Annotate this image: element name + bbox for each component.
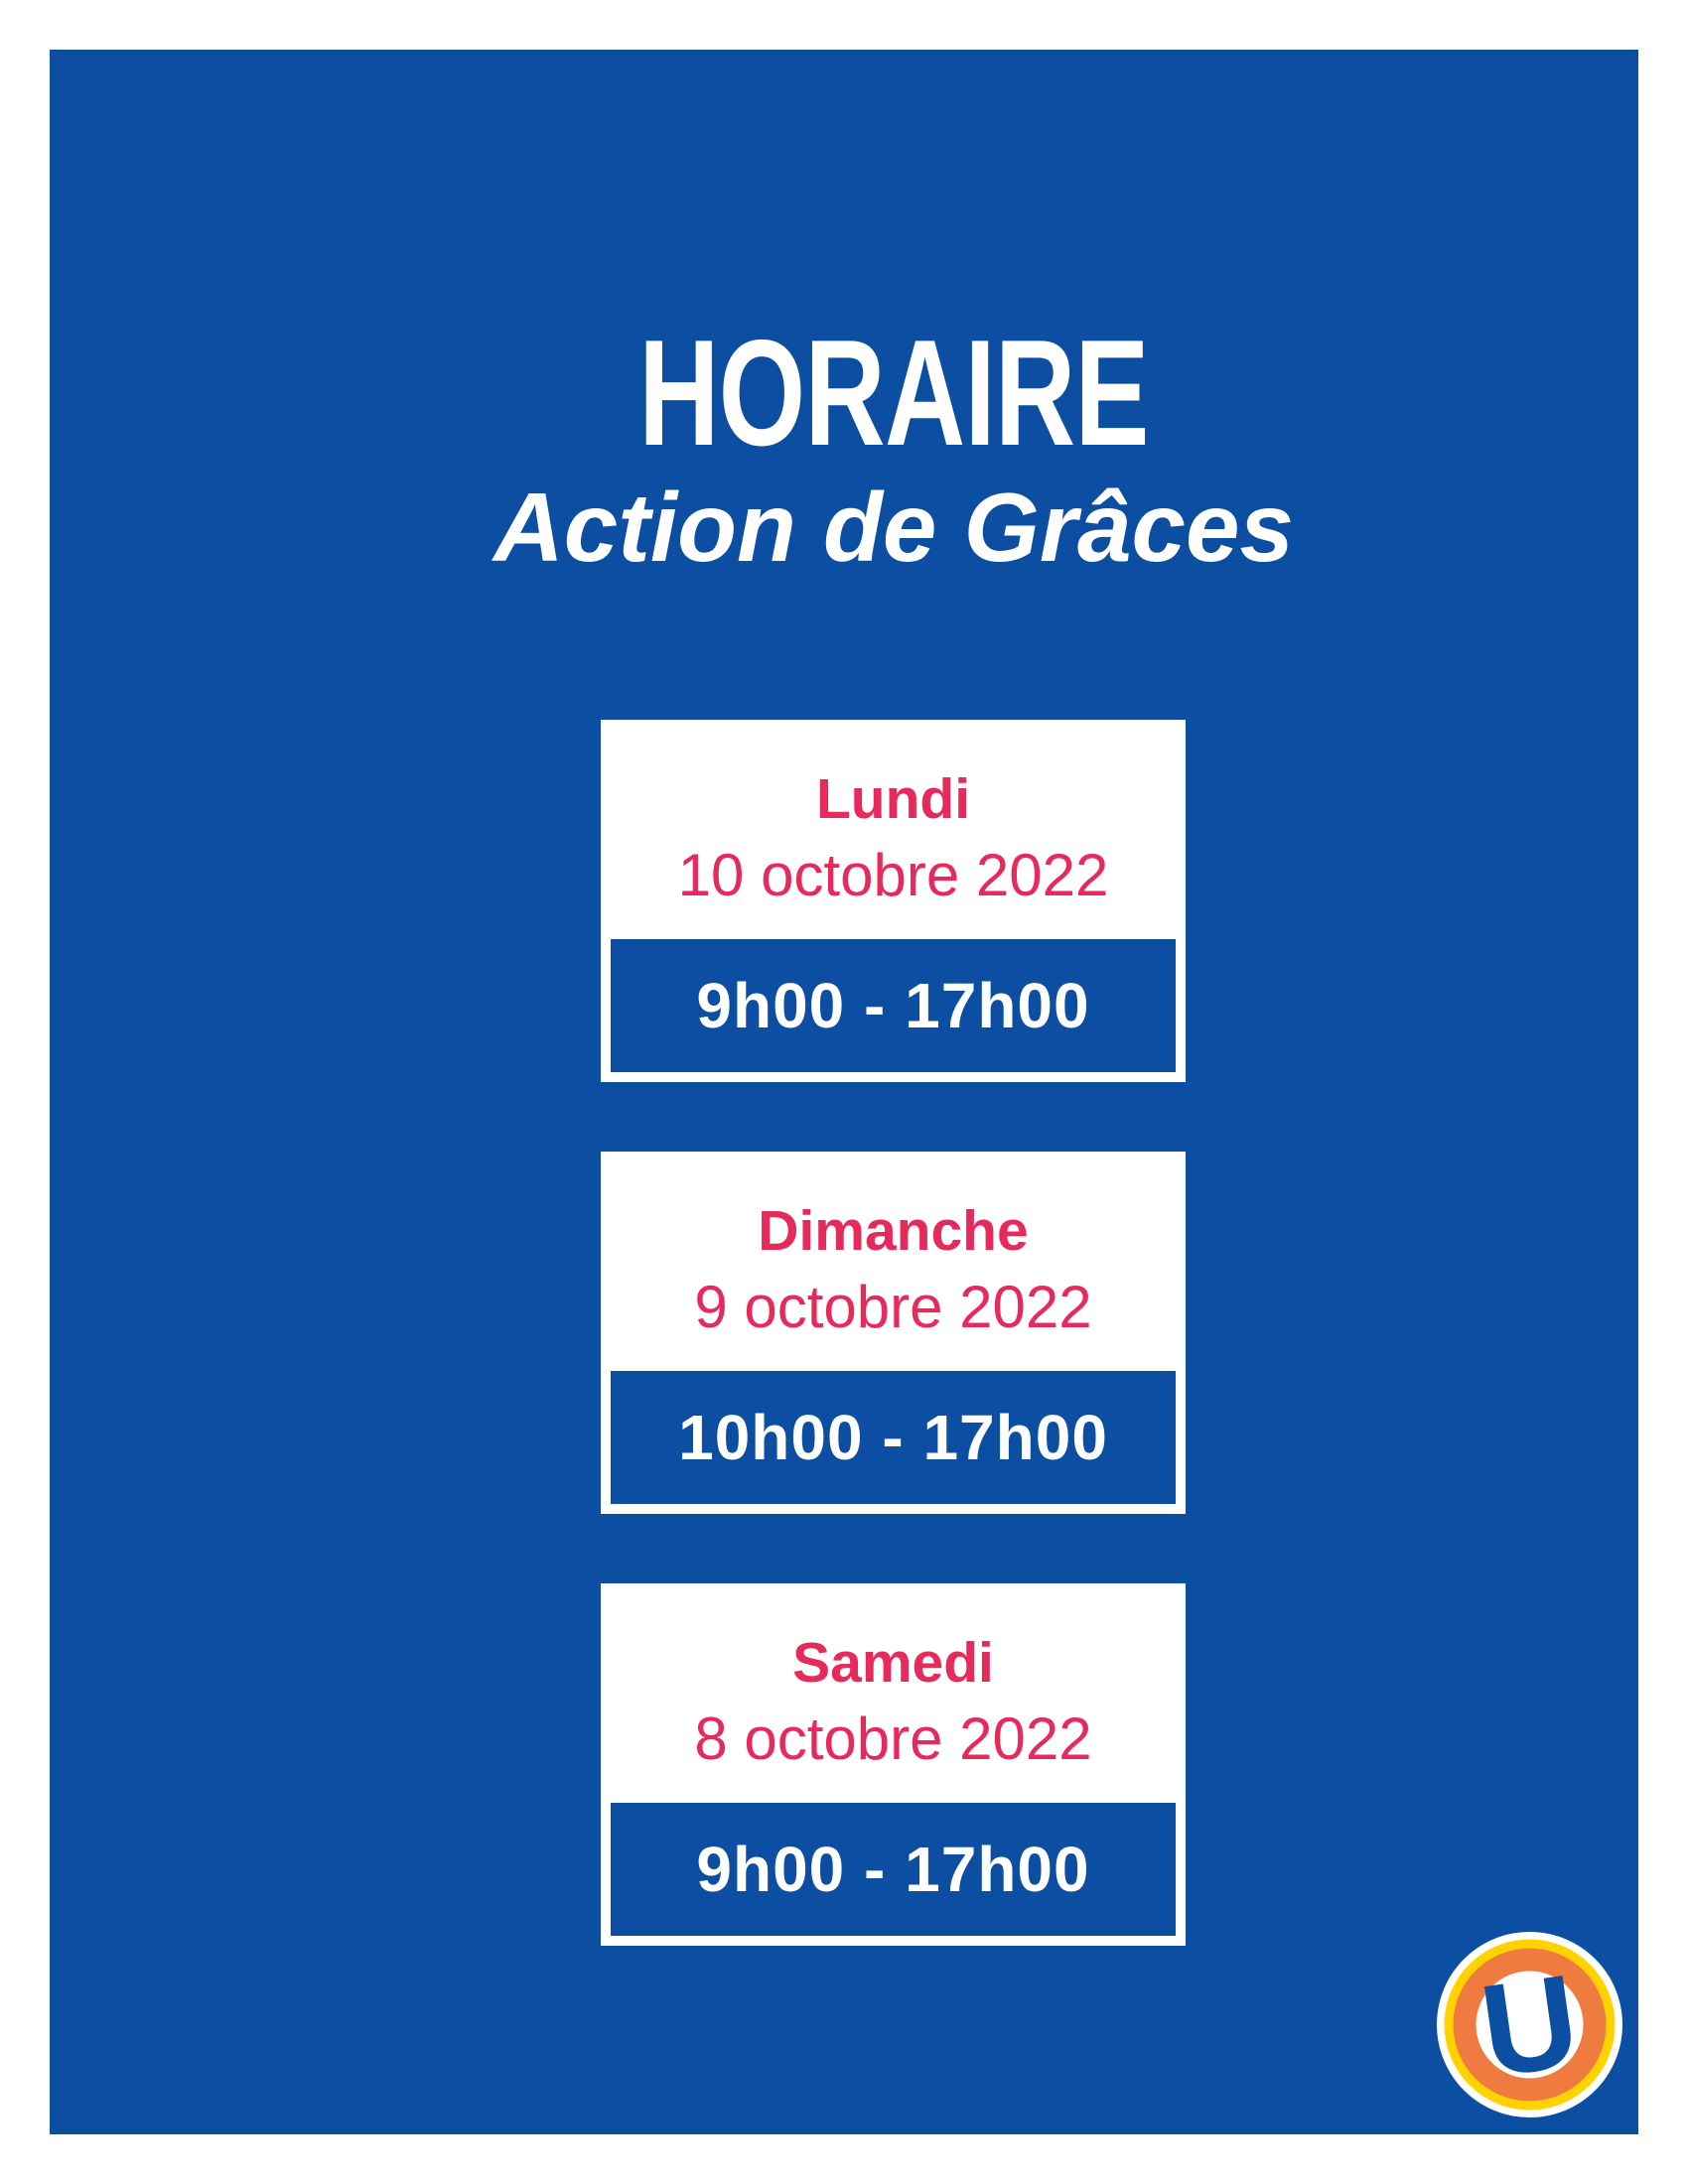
day-label: Lundi	[815, 767, 971, 831]
date-label: 8 octobre 2022	[694, 1706, 1092, 1772]
card-day-section	[611, 1593, 1176, 1803]
u-logo-letter: U	[1473, 1947, 1588, 2105]
hours-bar	[611, 1803, 1176, 1936]
poster-background	[50, 50, 1638, 2134]
hours-bar	[611, 1371, 1176, 1504]
poster-title-text: HORAIRE	[638, 309, 1149, 478]
schedule-card-lundi	[601, 720, 1186, 1082]
hours-label: 10h00 - 17h00	[678, 1402, 1108, 1473]
card-day-section	[611, 1161, 1176, 1371]
schedule-card-dimanche	[601, 1152, 1186, 1514]
date-label: 9 octobre 2022	[694, 1274, 1092, 1340]
date-label: 10 octobre 2022	[677, 842, 1109, 908]
schedule-card-samedi	[601, 1583, 1186, 1946]
day-label: Samedi	[792, 1631, 994, 1695]
day-label: Dimanche	[758, 1199, 1029, 1263]
u-store-logo	[1437, 1932, 1622, 2117]
hours-label: 9h00 - 17h00	[696, 970, 1090, 1041]
hours-label: 9h00 - 17h00	[696, 1834, 1090, 1905]
hours-bar	[611, 939, 1176, 1072]
poster-title	[50, 309, 1688, 478]
poster-subtitle: Action de Grâces	[492, 473, 1295, 582]
card-day-section	[611, 730, 1176, 939]
